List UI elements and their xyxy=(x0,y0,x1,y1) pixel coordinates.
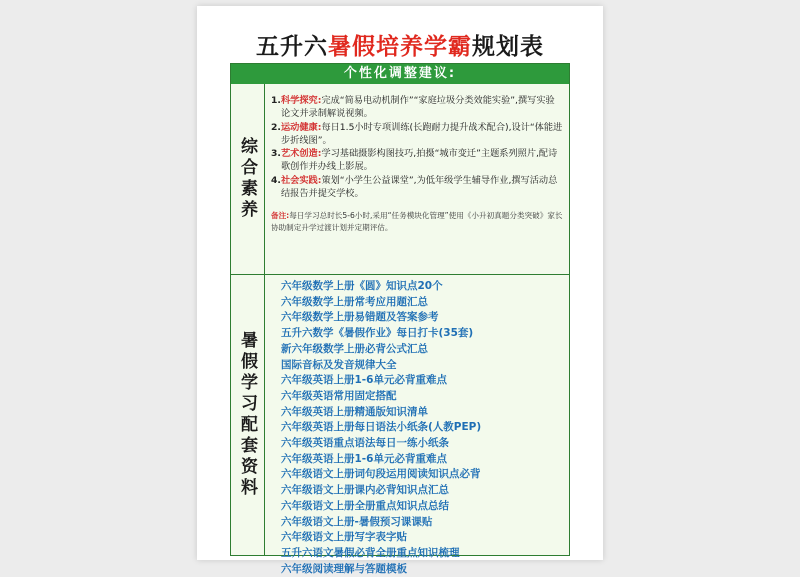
item-number: 1. xyxy=(271,95,281,106)
section-side-label xyxy=(231,84,265,274)
remark-text: 每日学习总时长5-6小时,采用“任务模块化管理”使用《小升初真题分类突破》家长协助制定升学过渡计划并定期评估。 xyxy=(271,211,563,232)
material-link[interactable]: 六年级数学上册易错题及答案参考 xyxy=(281,311,439,324)
material-link[interactable]: 六年级英语上册1-6单元必背重难点 xyxy=(281,374,447,387)
item-label: 科学探究: xyxy=(281,95,322,106)
material-link[interactable]: 六年级英语常用固定搭配 xyxy=(281,389,397,402)
material-link[interactable]: 六年级英语上册每日语法小纸条(人教PEP) xyxy=(281,421,482,434)
item-number: 3. xyxy=(271,148,281,160)
page-title xyxy=(197,28,603,61)
item-number: 2. xyxy=(271,121,281,133)
material-link[interactable]: 六年级英语上册1-6单元必背重难点 xyxy=(281,452,447,465)
material-link[interactable]: 六年级数学上册常考应用题汇总 xyxy=(281,295,428,308)
item-text: 完成“简易电动机制作”“家庭垃圾分类效能实验”,撰写实验论文并录制解说视频。 xyxy=(281,95,555,120)
material-link[interactable]: 新六年级数学上册必背公式汇总 xyxy=(281,342,428,355)
item-text: 每日1.5小时专项训练(长跑耐力提升战术配合),设计“体能进步折线图”。 xyxy=(281,121,563,146)
title-prefix: 五升六 xyxy=(256,33,328,60)
remark-label: 备注: xyxy=(271,211,290,221)
material-link[interactable]: 五升六语文暑假必背全册重点知识梳理 xyxy=(281,546,460,559)
table-header: 个性化调整建议: xyxy=(231,64,569,84)
material-link[interactable]: 六年级语文上册全册重点知识点总结 xyxy=(281,499,449,512)
list-item xyxy=(271,94,563,121)
side-label-text: 暑假学习配套资料 xyxy=(237,331,257,499)
item-text: 策划“小学生公益课堂”,为低年级学生辅导作业,撰写活动总结报告并提交学校。 xyxy=(281,174,558,200)
material-link[interactable]: 六年级语文上册词句段运用阅读知识点必背 xyxy=(281,468,481,481)
section-comprehensive-literacy xyxy=(231,84,569,275)
item-label: 艺术创造: xyxy=(281,148,322,160)
item-text: 学习基础摄影构图技巧,拍摄“城市变迁”主题系列照片,配诗歌创作并办线上影展。 xyxy=(281,148,558,173)
planning-sheet xyxy=(197,6,603,575)
plan-table xyxy=(230,63,570,575)
material-link[interactable]: 六年级阅读理解与答题模板 xyxy=(281,562,407,575)
material-link[interactable]: 六年级语文上册课内必背知识点汇总 xyxy=(281,484,449,497)
item-label: 社会实践: xyxy=(281,174,322,186)
material-link[interactable]: 五升六数学《暑假作业》每日打卡(35套) xyxy=(281,327,474,340)
list-item xyxy=(271,121,563,148)
section-content xyxy=(271,94,563,233)
material-link[interactable]: 六年级语文上册写字表字贴 xyxy=(281,531,407,544)
material-link[interactable]: 六年级数学上册《圆》知识点20个 xyxy=(281,280,443,292)
materials-list xyxy=(281,279,566,577)
material-link[interactable]: 国际音标及发音规律大全 xyxy=(281,358,397,371)
material-link[interactable]: 六年级英语上册精通版知识清单 xyxy=(281,405,428,418)
list-item xyxy=(271,174,563,201)
section-side-label xyxy=(231,275,265,555)
side-label-text: 综合素养 xyxy=(237,137,257,221)
title-suffix: 规划表 xyxy=(472,33,544,60)
remark-note xyxy=(271,210,563,233)
material-link[interactable]: 六年级英语重点语法每日一练小纸条 xyxy=(281,437,449,450)
item-label: 运动健康: xyxy=(281,121,322,133)
title-highlight: 暑假培养学霸 xyxy=(328,33,472,60)
list-item xyxy=(271,147,563,174)
section-summer-materials xyxy=(231,275,569,575)
material-link[interactable]: 六年级语文上册-暑假预习课课贴 xyxy=(281,515,433,528)
item-number: 4. xyxy=(271,174,281,186)
